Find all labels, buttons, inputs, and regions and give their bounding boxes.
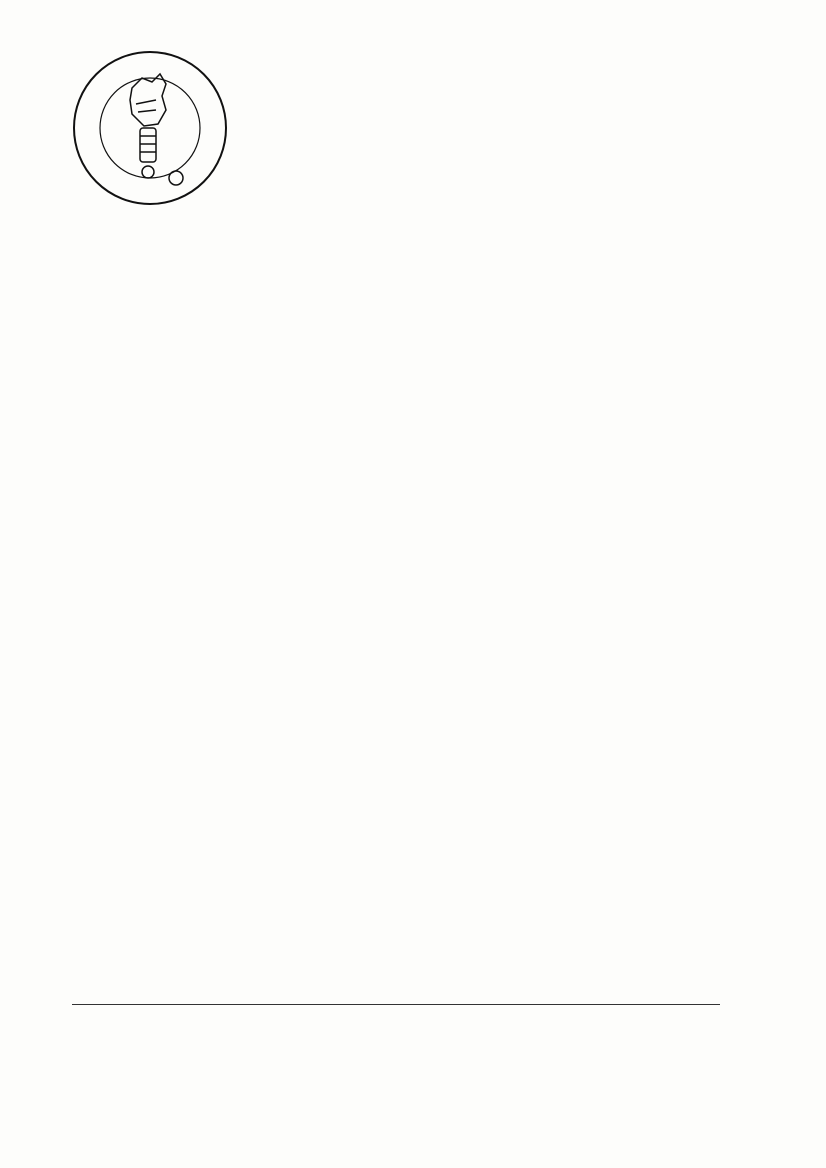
skat-logo bbox=[70, 48, 230, 208]
fist-icon bbox=[130, 74, 183, 185]
legend-divider bbox=[72, 1004, 720, 1005]
